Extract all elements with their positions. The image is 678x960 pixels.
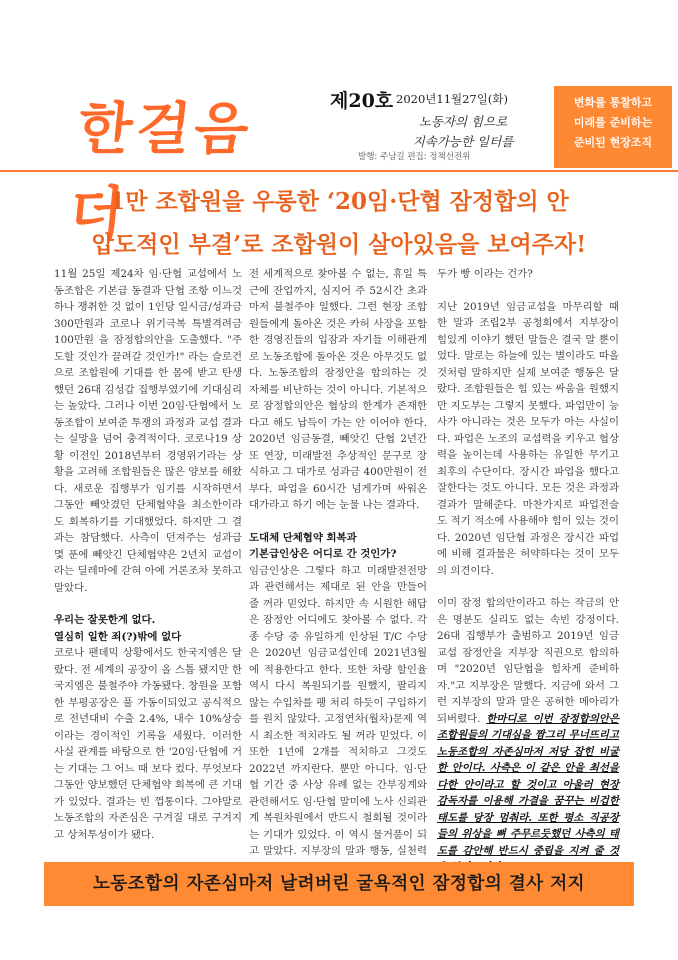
footer-banner: 노동조합의 자존심마저 날려버린 굴욕적인 잠정합의 결사 저지 bbox=[44, 862, 634, 906]
article-column-1 bbox=[54, 266, 242, 843]
article-paragraph: 11월 25일 제24차 임·단협 교섭에서 노동조합은 기본급 동결과 단협 조항 이느것하나 쟁취한 것 없이 1인당 일시금/성과금 300만원과 코로나 위기극복 특별격려금 100만원 을 잠정합의안을 도출했다. "주도할 것인가 끌려갈 것인가!" 라는 슬로건으로 조합원에 기대를 한 몸에 받고 탄생했던 26대 김성갑 집행부였기에 기대심리는 높았다. 그러나 이번 20임·단협에서 노동조합이 보여준 투쟁의 과정과 교섭 결과는 실망을 넘어 충격적이다. 코로나19 상황 이전인 2018년부터 경영위기라는 상황을 고려해 조합원들은 많은 양보를 해왔다. 새로운 집행부가 임기를 시작하면서 그동안 빼앗겼던 단체협약을 최소한이라도 회복하기를 기대했었다. 하지만 그 결과는 참담했다. 사측이 던져주는 성과급 몇 푼에 빼앗긴 단체협약은 2년치 교섭이라는 딜레마에 갇혀 아예 거론조차 못하고 말았다. bbox=[54, 268, 242, 594]
paragraph-text: 이미 잠정 합의안이라고 하는 작금의 안은 명분도 실리도 없는 속빈 강정이다. 26대 집행부가 출범하고 2019년 임금교섭 잠정안을 지부장 직권으로 합의하며 "2020년 임단협을 힘차게 준비하자."고 지부장은 말했다. 지금에 와서 그런 지부장의 말과 말은 공허한 메아리가 되버렸다. bbox=[437, 597, 619, 725]
section-subheading: 도대체 단체협약 회복과 bbox=[249, 531, 357, 544]
headline-line-2: 압도적인 부결’로 조합원이 살아있음을 보여주자! bbox=[91, 231, 587, 258]
article-column-2 bbox=[249, 266, 427, 876]
emphasized-statement: 한마디로 이번 잠정합의안은 조합원들의 기대심을 짬그리 무너뜨리고 노동조합의 자존심마저 저당 잡힌 비굴한 안이다. 사측은 이 같은 안을 최선을 다한 안이라고 할 것이고 아울러 현장 감독자를 이용해 가결을 꿈꾸는 비겁한 태도를 당장 멈춰라. 또한 평소 직공장 들의 위상을 뼈 주무르듯했던 사측의 태도를 감안해 반드시 중립을 지켜 줄 것 bbox=[437, 712, 619, 857]
article-paragraph: 임금인상은 그렇다 하고 미래발전전망과 관련해서는 제대로 된 안을 만들어 줄 꺼라 믿었다. 하지만 속 시원한 해답은 잠정안 어디에도 찾아볼 수 없다. 각종 수당 중 유일하게 인상된 T/C 수당은 2020년 임금교섭인데 2021년3월에 적용한다고 한다. 또한 차량 할인율 역시 다시 복원되기를 원했지, 팔리지 않는 수입차를 팽 처리 하듯이 구입하기를 원치 않았다. 고정연차(월차)문제 역시 최소한 적치라도 될 꺼라 믿었다. 이 또한 1년에 2개를 적치하고 그것도 2022년 까지란다. 뿐만 아니다. 임·단협 기간 중 사상 유례 없는 간부징계와 관련해서도 임·단협 말미에 노사 신뢰관계 복원차원에서 반드시 철회될 것이라는 기대가 있었다. 이 역시 물거품이 되고 말았다. 지부장의 말과 행동, 실천력 bbox=[249, 564, 427, 857]
article-paragraph: 지난 2019년 임금교섭을 마무리할 때 한 말과 조립2부 공청회에서 지부장이 힘있게 이야기 했던 말들은 결국 말 뿐이었다. 말로는 하늘에 있는 별이라도 따올 것처럼 말하지만 실제 보여준 행동은 달랐다. 조합원들은 힘 있는 싸움을 원했지만 지도부는 그렇지 못했다. 파업만이 능사가 아니라는 것은 모두가 아는 사실이다. 파업은 노조의 교섭력을 키우고 협상력을 높이는데 사용하는 유일한 무기고 최후의 수단이다. 장시간 파업을 했다고 잘한다는 것도 아니다. 모든 것은 과정과 결과가 말해준다. 마찬가지로 파업전술도 적기 적소에 사용해야 힘이 있는 것이다. 2020년 임단협 과정은 장시간 파업에 비해 결과물은 허약하다는 것이 모두의 의견이다. bbox=[437, 300, 619, 577]
issue-number: 제20호 bbox=[330, 90, 394, 112]
headline-line-1: 1만 조합원을 우롱한 ‘20임·단협 잠정합의 안 bbox=[109, 188, 569, 215]
slogan-line-1: 노동자의 힘으로 bbox=[418, 114, 508, 129]
newsletter-logo: 한걸음 더 bbox=[65, 97, 256, 246]
motto-line-1: 변화를 통찰하고 bbox=[573, 96, 653, 109]
motto-line-3: 준비된 현장조직 bbox=[573, 136, 653, 149]
article-column-3 bbox=[437, 266, 619, 876]
masthead-motto-box bbox=[554, 86, 672, 168]
motto-line-2: 미래를 준비하는 bbox=[573, 116, 653, 129]
article-paragraph bbox=[437, 595, 619, 876]
masthead-divider bbox=[0, 170, 678, 172]
section-subheading: 기본급인상은 어디로 간 것인가? bbox=[249, 548, 397, 560]
article-paragraph: 두가 빵 이라는 건가? bbox=[437, 268, 533, 280]
slogan-line-2: 지속가능한 일터를 bbox=[412, 134, 514, 149]
masthead-slogan bbox=[388, 112, 538, 152]
publication-credits: 발행: 주남길 편집: 정책선전위 bbox=[358, 152, 471, 162]
section-subheading: 우리는 잘못한게 없다. bbox=[54, 614, 156, 626]
article-paragraph: 전 세계적으로 찾아볼 수 없는, 휴일 특근에 잔업까지, 심지어 주 52시간 초과 마저 불철주야 일했다. 그런 현장 조합원들에게 돌아온 것은 카허 사장을 포함한 경영진들의 입잠과 자기들 이해관계로 노동조합에 돌아온 것은 아무것도 없다. 노동조합의 잠정안을 합의하는 것 자체를 비난하는 것이 아니다. 기본적으로 잠정합의안은 협상의 한계가 존재한다고 해도 납득이 가는 안 이어야 한다. 2020년 임금동결, 빼앗긴 단협 2년간 또 연장, 미래발전 추상적인 문구로 장식하고 그 대가로 성과금 400만원이 전부다. 파업을 60시간 넘게가며 싸워온 대가라고 하기 에는 눈물 나는 결과다. bbox=[249, 268, 427, 511]
article-paragraph: 코로나 팬데믹 상황에서도 한국지엠은 달랐다. 전 세계의 공장이 올 스톱 됐지만 한국지엠은 불철주야 가동됐다. 창원을 포함한 부평공장은 풀 가동이되었고 공식적으로 전년대비 수출 2.4%, 내수 10%상승이라는 경이적인 기록을 세웠다. 이러한 사실 관계를 바탕으로 한 '20임·단협에 거는 기대는 그 어느 때 보다 컸다. 무엇보다 그동안 양보했던 단체협약 회복에 큰 기대가 있었다. 결과는 빈 껍통이다. 그야말로 노동조합의 자존심은 구겨질 대로 구겨지고 상처투성이가 됐다. bbox=[54, 647, 242, 841]
section-subheading: 열심히 일한 죄(?)밖에 없다 bbox=[54, 630, 182, 643]
issue-date: 2020년11월27일(화) bbox=[396, 92, 508, 106]
